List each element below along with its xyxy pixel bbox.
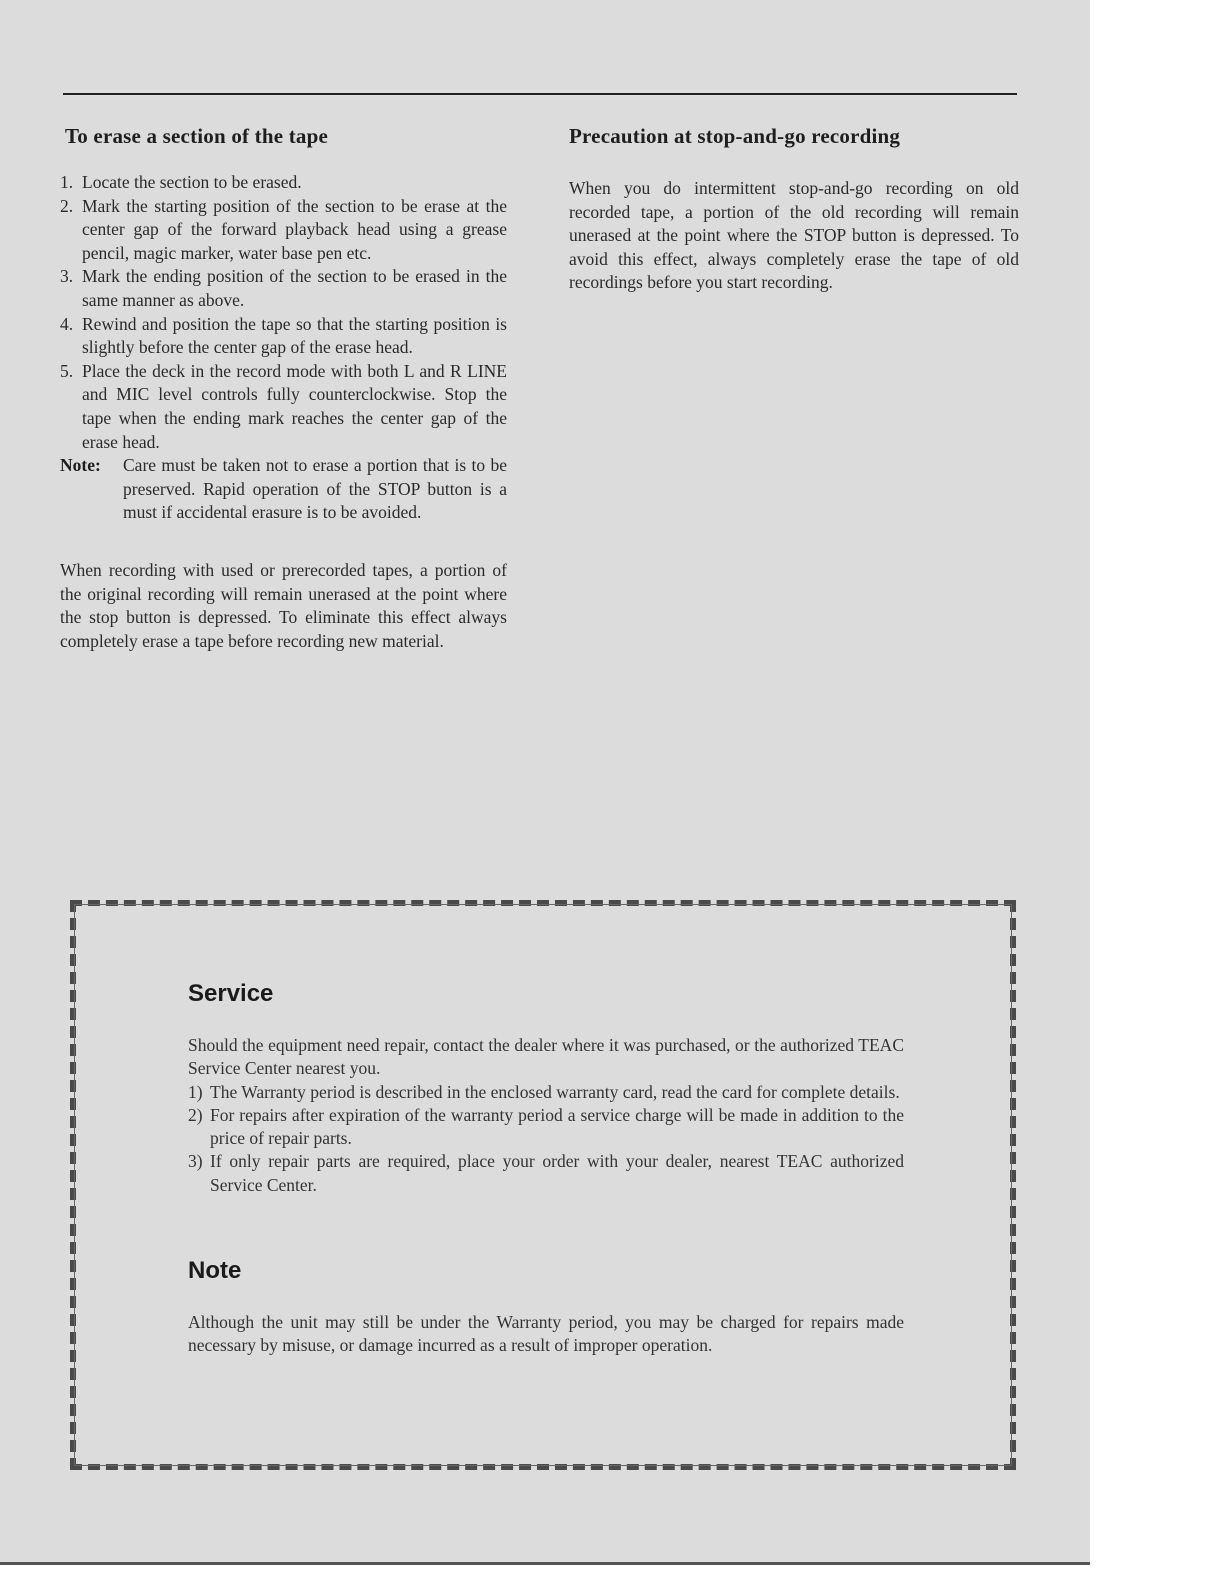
note-title: Note <box>188 1257 242 1285</box>
list-item: 3) If only repair parts are required, place your order with your dealer, nearest TEAC authorized Service Center. <box>188 1151 904 1195</box>
warranty-note-section <box>188 1257 904 1358</box>
service-list <box>188 1081 904 1197</box>
erase-section <box>60 124 507 653</box>
bottom-edge <box>0 1562 1090 1565</box>
list-item: 4. Rewind and position the tape so that the starting position is slightly before the center gap of the erase head. <box>60 313 507 358</box>
service-box-content <box>188 980 904 1358</box>
note-label: Note: <box>60 455 101 476</box>
service-box <box>70 900 1016 1470</box>
precaution-paragraph: When you do intermittent stop-and-go recording on old recorded tape, a portion of the old recording will remain unerased at the point where the STOP button is depressed. To avoid this effect, always completely erase the tape of old recordings before you start recording. <box>569 178 1019 293</box>
list-item: 1. Locate the section to be erased. <box>60 172 302 192</box>
top-divider <box>63 93 1017 95</box>
erase-steps-list <box>60 171 507 454</box>
erase-note <box>60 454 507 525</box>
list-item: 2. Mark the starting position of the section to be erase at the center gap of the forward playback head using a grease pencil, magic marker, water base pen etc. <box>60 195 507 263</box>
note-text: Care must be taken not to erase a portion that is to be preserved. Rapid operation of the STOP button is a must if accidental erasure is to be avoided. <box>123 455 507 523</box>
service-intro: Should the equipment need repair, contact the dealer where it was purchased, or the authorized TEAC Service Center nearest you. <box>188 1035 904 1079</box>
list-item: 1) The Warranty period is described in the enclosed warranty card, read the card for complete details. <box>188 1081 900 1102</box>
erase-section-title: To erase a section of the tape <box>65 124 329 148</box>
note-paragraph: Although the unit may still be under the Warranty period, you may be charged for repairs made necessary by misuse, or damage incurred as a result of improper operation. <box>188 1312 904 1356</box>
list-item: 5. Place the deck in the record mode with both L and R LINE and MIC level controls fully counterclockwise. Stop the tape when the ending mark reaches the center gap of the erase head. <box>60 360 507 452</box>
precaution-section <box>569 124 1019 295</box>
list-item: 3. Mark the ending position of the section to be erased in the same manner as above. <box>60 266 507 310</box>
precaution-title: Precaution at stop-and-go recording <box>569 124 901 148</box>
list-item: 2) For repairs after expiration of the warranty period a service charge will be made in addition to the price of repair parts. <box>188 1104 904 1149</box>
erase-paragraph: When recording with used or prerecorded tapes, a portion of the original recording will remain unerased at the point where the stop button is depressed. To eliminate this effect always completely erase a tape before recording new material. <box>60 559 507 651</box>
service-title: Service <box>188 980 274 1007</box>
